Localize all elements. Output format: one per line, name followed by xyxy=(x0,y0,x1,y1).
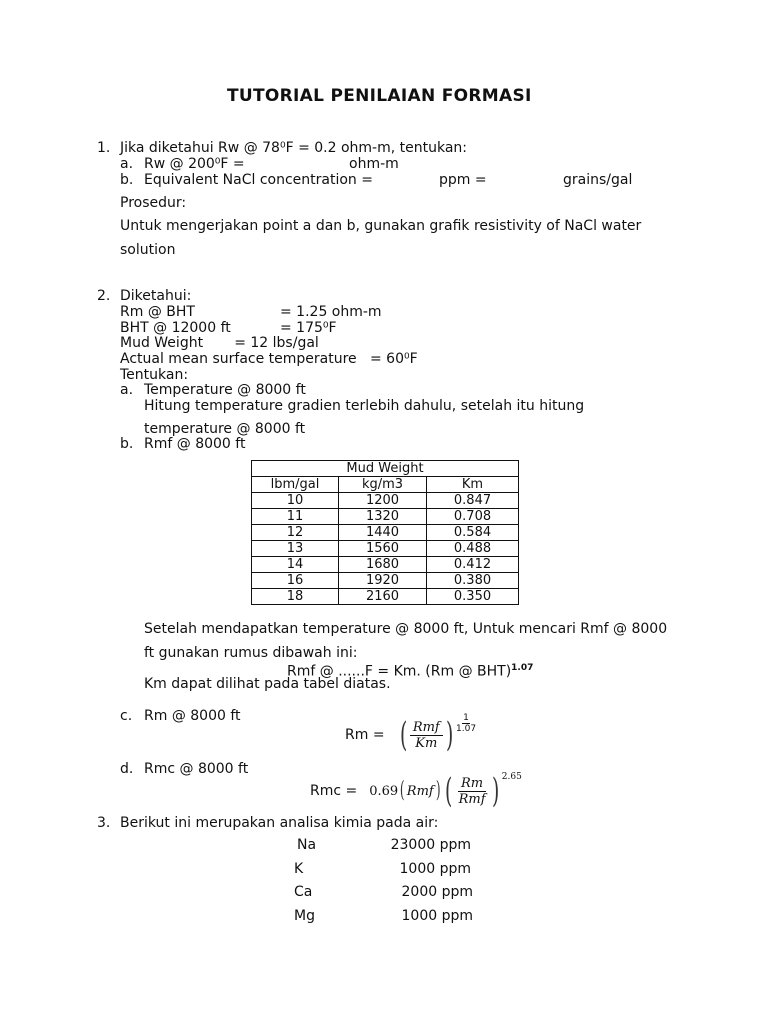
ion-name: K xyxy=(294,861,304,877)
q2-d-text: Rmc @ 8000 ft xyxy=(144,761,249,777)
ion-value: 23000 ppm xyxy=(390,837,471,853)
table-row xyxy=(252,509,519,525)
q1-prosedur-line2: solution xyxy=(120,242,176,258)
table-cell: 1680 xyxy=(339,557,427,573)
rm-fraction xyxy=(410,720,443,751)
table-cell: 16 xyxy=(252,573,339,589)
ion-value: 2000 ppm xyxy=(401,884,473,900)
rm-equation-expression xyxy=(397,713,477,755)
open-paren: ( xyxy=(445,771,453,811)
q2-rm-value: = 1.25 ohm-m xyxy=(280,304,382,320)
table-cell: 1560 xyxy=(339,541,427,557)
table-header: lbm/gal xyxy=(252,477,339,493)
q1-b-grains: grains/gal xyxy=(563,172,633,188)
table-cell: 10 xyxy=(252,493,339,509)
q2-after-line1: Setelah mendapatkan temperature @ 8000 ft, Untuk mencari Rmf @ 8000 xyxy=(144,621,668,637)
q2-a-text: Temperature @ 8000 ft xyxy=(144,382,306,398)
q2-b-text: Rmf @ 8000 ft xyxy=(144,436,246,452)
table-cell: 1200 xyxy=(339,493,427,509)
ion-value: 1000 ppm xyxy=(401,908,473,924)
table-header: Km xyxy=(427,477,519,493)
q2-b-label: b. xyxy=(120,436,134,452)
table-cell: 1440 xyxy=(339,525,427,541)
q3-number: 3. xyxy=(97,815,111,831)
q1-prosedur-line1: Untuk mengerjakan point a dan b, gunakan grafik resistivity of NaCl water xyxy=(120,218,642,234)
mud-weight-table xyxy=(251,460,519,605)
q2-after-line2: ft gunakan rumus dibawah ini: xyxy=(144,645,358,661)
q1-a-label: a. xyxy=(120,156,134,172)
q2-a-note1: Hitung temperature gradien terlebih dahulu, setelah itu hitung xyxy=(144,398,585,414)
q1-number: 1. xyxy=(97,140,111,156)
table-caption: Mud Weight xyxy=(252,461,519,477)
table-caption-row xyxy=(252,461,519,477)
table-cell: 1920 xyxy=(339,573,427,589)
close-paren: ) xyxy=(435,778,441,803)
open-paren: ( xyxy=(399,715,407,755)
rmf-formula-main: Rmf @ ......F = Km. (Rm @ BHT) xyxy=(287,663,512,680)
table-cell: 0.350 xyxy=(427,589,519,605)
rmc-fraction xyxy=(456,776,489,807)
q2-d-label: d. xyxy=(120,761,134,777)
q2-a-note2: temperature @ 8000 ft xyxy=(144,421,306,437)
q3-text: Berikut ini merupakan analisa kimia pada air: xyxy=(120,815,439,831)
ion-name: Mg xyxy=(294,908,315,924)
table-header-row xyxy=(252,477,519,493)
rmc-rmf: Rmf xyxy=(406,783,434,799)
table-row xyxy=(252,557,519,573)
rmc-equation xyxy=(310,771,522,811)
q2-diketahui: Diketahui: xyxy=(120,288,192,304)
table-row xyxy=(252,493,519,509)
page-title: TUTORIAL PENILAIAN FORMASI xyxy=(227,86,532,106)
rmc-exponent: 2.65 xyxy=(501,772,522,782)
table-cell: 0.412 xyxy=(427,557,519,573)
rmf-formula-exponent: 1.07 xyxy=(511,663,534,673)
table-cell: 13 xyxy=(252,541,339,557)
ion-name: Na xyxy=(297,837,317,853)
rmc-equation-expression xyxy=(369,771,522,811)
q1-a-unit: ohm-m xyxy=(349,156,399,172)
q2-bht-value: = 175⁰F xyxy=(280,320,337,336)
q1-b-text: Equivalent NaCl concentration = xyxy=(144,172,373,188)
rm-equation-label: Rm = xyxy=(345,727,385,743)
table-cell: 2160 xyxy=(339,589,427,605)
q2-bht-label: BHT @ 12000 ft xyxy=(120,320,231,336)
rm-exponent xyxy=(456,714,476,734)
table-cell: 0.584 xyxy=(427,525,519,541)
table-cell: 0.380 xyxy=(427,573,519,589)
q2-number: 2. xyxy=(97,288,111,304)
table-cell: 0.708 xyxy=(427,509,519,525)
table-cell: 0.847 xyxy=(427,493,519,509)
table-cell: 0.488 xyxy=(427,541,519,557)
table-row xyxy=(252,589,519,605)
table-cell: 12 xyxy=(252,525,339,541)
q1-b-ppm: ppm = xyxy=(439,172,487,188)
q2-tentukan: Tentukan: xyxy=(120,367,189,383)
q1-prosedur-label: Prosedur: xyxy=(120,195,187,211)
table-cell: 14 xyxy=(252,557,339,573)
table-cell: 18 xyxy=(252,589,339,605)
table-row xyxy=(252,573,519,589)
q2-c-label: c. xyxy=(120,708,133,724)
q2-a-label: a. xyxy=(120,382,134,398)
q1-a-text: Rw @ 200⁰F = xyxy=(144,156,245,172)
table-row xyxy=(252,525,519,541)
rmc-coefficient: 0.69 xyxy=(369,783,399,799)
rm-exponent-num: 1 xyxy=(463,713,469,723)
ion-value: 1000 ppm xyxy=(399,861,471,877)
open-paren: ( xyxy=(400,778,405,803)
q2-surface-temp: Actual mean surface temperature = 60⁰F xyxy=(120,351,418,367)
close-paren: ) xyxy=(491,771,499,811)
km-note: Km dapat dilihat pada tabel diatas. xyxy=(144,676,391,692)
table-row xyxy=(252,541,519,557)
q2-mud-weight: Mud Weight = 12 lbs/gal xyxy=(120,335,319,351)
rmc-denominator: Rmf xyxy=(458,791,486,807)
rmc-equation-label: Rmc = xyxy=(310,783,358,799)
table-header: kg/m3 xyxy=(339,477,427,493)
ion-name: Ca xyxy=(294,884,313,900)
table-cell: 11 xyxy=(252,509,339,525)
rm-numerator: Rmf xyxy=(410,720,443,736)
rm-denominator: Km xyxy=(415,735,438,751)
q1-b-label: b. xyxy=(120,172,134,188)
close-paren: ) xyxy=(445,715,454,755)
q2-rm-label: Rm @ BHT xyxy=(120,304,195,320)
table-cell: 1320 xyxy=(339,509,427,525)
q2-c-text: Rm @ 8000 ft xyxy=(144,708,241,724)
rm-exponent-den: 1.07 xyxy=(456,724,477,734)
rmc-numerator: Rm xyxy=(458,776,486,792)
rm-equation xyxy=(345,713,477,755)
q1-text: Jika diketahui Rw @ 78⁰F = 0.2 ohm-m, tentukan: xyxy=(120,140,467,156)
